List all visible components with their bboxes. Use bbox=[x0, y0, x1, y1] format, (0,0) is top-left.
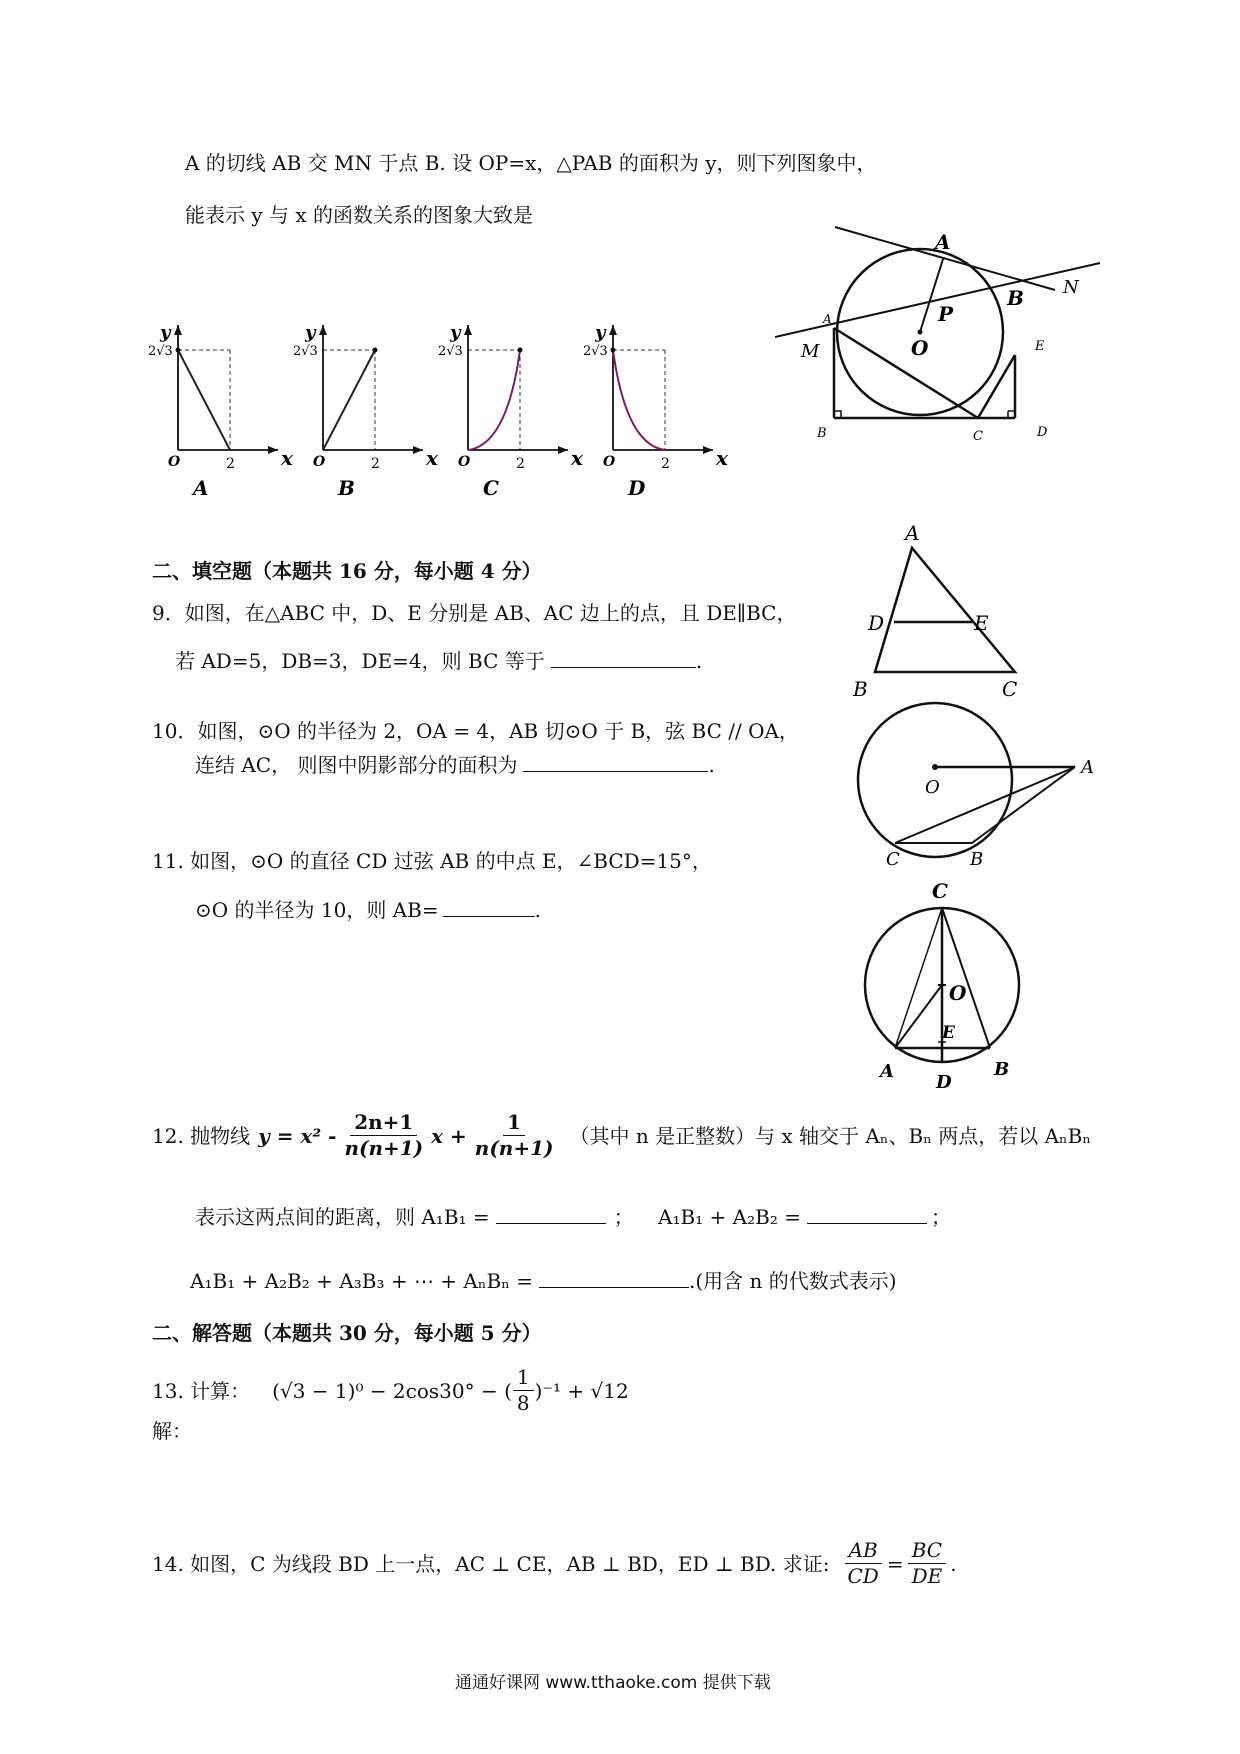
label-m: M bbox=[801, 341, 820, 362]
q12-line3 bbox=[190, 1268, 897, 1294]
graph-y-tick: 2√3 bbox=[293, 344, 318, 359]
q9-label-c: C bbox=[1002, 677, 1018, 700]
q9-label-d: D bbox=[868, 611, 885, 635]
footer-text[interactable]: 通通好课网 www.tthaoke.com 提供下载 bbox=[455, 1673, 771, 1693]
q11-answer-blank[interactable] bbox=[443, 898, 535, 917]
q12-eq-mid: x + bbox=[431, 1123, 467, 1148]
q14-text: 14. 如图，C 为线段 BD 上一点，AC ⊥ CE，AB ⊥ BD，ED ⊥ BD. 求证: bbox=[152, 1551, 830, 1576]
q11-end: . bbox=[534, 898, 541, 922]
graph-x-label: x bbox=[571, 446, 583, 470]
graph-option-b bbox=[293, 322, 439, 500]
q13-frac-den: 8 bbox=[516, 1391, 530, 1415]
graph-option-label: D bbox=[628, 476, 646, 500]
graph-y-label: y bbox=[595, 322, 606, 343]
label-b: B bbox=[1007, 286, 1024, 310]
q12-line2-d: ； bbox=[930, 1205, 951, 1229]
q12-suffix: （其中 n 是正整数）与 x 轴交于 Aₙ、Bₙ 两点，若以 AₙBₙ bbox=[569, 1123, 1092, 1148]
q10-end: . bbox=[708, 753, 715, 777]
graph-curve bbox=[323, 350, 375, 450]
label-p: P bbox=[938, 302, 954, 326]
q14-label-e: E bbox=[1035, 339, 1045, 354]
graph-x-tick: 2 bbox=[226, 456, 235, 472]
graph-x-label: x bbox=[281, 446, 293, 470]
q12-line2-b: ； bbox=[613, 1205, 634, 1229]
q11-line2-text: ⊙O 的半径为 10，则 AB= bbox=[195, 898, 439, 922]
q14-frac1-den: CD bbox=[847, 1564, 879, 1588]
graph-y-label: y bbox=[305, 322, 316, 343]
q12-frac1-num: 2n+1 bbox=[350, 1110, 417, 1136]
q12-line2-c: A₁B₁ + A₂B₂ = bbox=[658, 1205, 801, 1229]
q11-label-e: E bbox=[942, 1023, 955, 1043]
q10-label-c: C bbox=[886, 849, 900, 870]
graph-option-label: B bbox=[338, 476, 355, 500]
q12-prefix: 12. 抛物线 bbox=[152, 1123, 251, 1148]
q14-frac2-den: DE bbox=[911, 1564, 943, 1588]
center-o-dot bbox=[918, 330, 923, 335]
q14-label-d: D bbox=[1037, 425, 1048, 440]
q12-blank-3[interactable] bbox=[539, 1269, 689, 1288]
q10-line2-text: 连结 AC， 则图中阴影部分的面积为 bbox=[195, 753, 518, 777]
label-n: N bbox=[1063, 277, 1079, 298]
q12-frac1-den: n(n+1) bbox=[344, 1136, 424, 1160]
q9-label-a: A bbox=[905, 521, 920, 545]
q8-circle-figure bbox=[775, 215, 1115, 460]
q11-label-a: A bbox=[880, 1061, 894, 1082]
q13-expr-a: (√3 − 1)⁰ − 2cos30° − ( bbox=[272, 1378, 512, 1403]
graph-x-label: x bbox=[716, 446, 728, 470]
q12-line1 bbox=[152, 1110, 1091, 1161]
graph-option-d bbox=[583, 322, 729, 500]
graph-curve bbox=[613, 350, 665, 450]
q11-line2 bbox=[195, 897, 541, 923]
q12-blank-1[interactable] bbox=[496, 1205, 606, 1224]
graph-x-tick: 2 bbox=[516, 456, 525, 472]
q11-circle-figure bbox=[850, 875, 1050, 1100]
q14-frac1-num: AB bbox=[845, 1538, 882, 1564]
section-fill-heading: 二、填空题（本题共 16 分，每小题 4 分） bbox=[152, 559, 542, 583]
q13-frac bbox=[513, 1365, 534, 1416]
graph-origin-label: O bbox=[313, 454, 326, 470]
q14-label-a: A bbox=[823, 312, 832, 326]
q14-line bbox=[152, 1538, 957, 1589]
q12-blank-2[interactable] bbox=[807, 1205, 927, 1224]
graph-y-tick: 2√3 bbox=[583, 344, 608, 359]
q10-circle-figure bbox=[850, 700, 1110, 880]
q11-label-o: O bbox=[949, 981, 967, 1005]
q13-answer-label: 解： bbox=[152, 1419, 192, 1443]
label-a: A bbox=[935, 230, 951, 254]
q11-label-c: C bbox=[932, 879, 948, 903]
q9-label-e: E bbox=[974, 611, 989, 635]
q10-label-a: A bbox=[1081, 757, 1094, 778]
graph-origin-label: O bbox=[168, 454, 181, 470]
section-answer-heading: 二、解答题（本题共 30 分，每小题 5 分） bbox=[152, 1321, 542, 1345]
q9-answer-blank[interactable] bbox=[551, 649, 696, 668]
q13-prefix: 13. 计算： bbox=[152, 1378, 251, 1403]
graph-option-a bbox=[148, 322, 294, 500]
graph-y-tick: 2√3 bbox=[148, 344, 173, 359]
graph-x-tick: 2 bbox=[661, 456, 670, 472]
q9-end: . bbox=[695, 649, 703, 673]
q11-label-d: D bbox=[936, 1072, 952, 1093]
q14-eq: = bbox=[886, 1551, 904, 1576]
q13-expr-b: )⁻¹ + √12 bbox=[534, 1378, 629, 1403]
q10-line1: 10．如图，⊙O 的半径为 2，OA = 4，AB 切⊙O 于 B，弦 BC // OA， bbox=[152, 719, 799, 743]
q13-frac-num: 1 bbox=[513, 1365, 534, 1391]
q14-frac2-num: BC bbox=[908, 1538, 946, 1564]
q12-line2-a: 表示这两点间的距离，则 A₁B₁ = bbox=[195, 1205, 490, 1229]
q10-line2 bbox=[195, 752, 715, 778]
q14-end: . bbox=[950, 1551, 957, 1576]
q14-frac1 bbox=[843, 1538, 882, 1589]
q9-triangle-figure bbox=[850, 520, 1045, 700]
graph-y-label: y bbox=[160, 322, 171, 343]
graph-origin-label: O bbox=[458, 454, 471, 470]
q14-label-c: C bbox=[973, 429, 983, 444]
q8-graph-options bbox=[140, 300, 740, 505]
graph-option-c bbox=[438, 322, 584, 500]
graph-curve bbox=[178, 350, 230, 450]
q9-line2 bbox=[175, 648, 702, 674]
q11-line1: 11. 如图，⊙O 的直径 CD 过弦 AB 的中点 E，∠BCD=15°， bbox=[152, 849, 712, 873]
q10-answer-blank[interactable] bbox=[523, 753, 708, 772]
q12-frac2-den: n(n+1) bbox=[474, 1136, 554, 1160]
graph-option-label: C bbox=[483, 476, 499, 500]
graph-curve bbox=[468, 350, 520, 450]
graph-origin-label: O bbox=[603, 454, 616, 470]
q9-line1: 9．如图，在△ABC 中，D、E 分别是 AB、AC 边上的点，且 DE∥BC， bbox=[152, 601, 797, 625]
graph-y-label: y bbox=[450, 322, 461, 343]
q10-label-b: B bbox=[970, 849, 984, 870]
q12-eq-y: y = x² - bbox=[258, 1123, 337, 1148]
q8-line1: A 的切线 AB 交 MN 于点 B. 设 OP=x，△PAB 的面积为 y，则下列图象中， bbox=[185, 151, 877, 175]
q11-label-b: B bbox=[994, 1059, 1010, 1080]
graph-option-label: A bbox=[193, 476, 209, 500]
graph-x-label: x bbox=[426, 446, 438, 470]
q12-line3-a: A₁B₁ + A₂B₂ + A₃B₃ + ⋯ + AₙBₙ = bbox=[190, 1269, 533, 1293]
q9-label-b: B bbox=[853, 677, 868, 700]
label-o: O bbox=[911, 336, 929, 360]
q12-frac2 bbox=[471, 1110, 558, 1161]
q9-line2-text: 若 AD=5，DB=3，DE=4，则 BC 等于 bbox=[175, 649, 545, 673]
q8-line2: 能表示 y 与 x 的函数关系的图象大致是 bbox=[185, 203, 534, 227]
q14-label-b: B bbox=[817, 426, 827, 441]
q14-frac2 bbox=[908, 1538, 947, 1589]
q12-line3-b: .(用含 n 的代数式表示) bbox=[688, 1269, 897, 1293]
q13-line bbox=[152, 1365, 629, 1416]
q12-frac2-num: 1 bbox=[503, 1110, 525, 1136]
q12-line2 bbox=[195, 1204, 951, 1230]
q12-frac1 bbox=[340, 1110, 427, 1161]
graph-y-tick: 2√3 bbox=[438, 344, 463, 359]
q10-label-o: O bbox=[925, 777, 940, 798]
graph-x-tick: 2 bbox=[371, 456, 380, 472]
